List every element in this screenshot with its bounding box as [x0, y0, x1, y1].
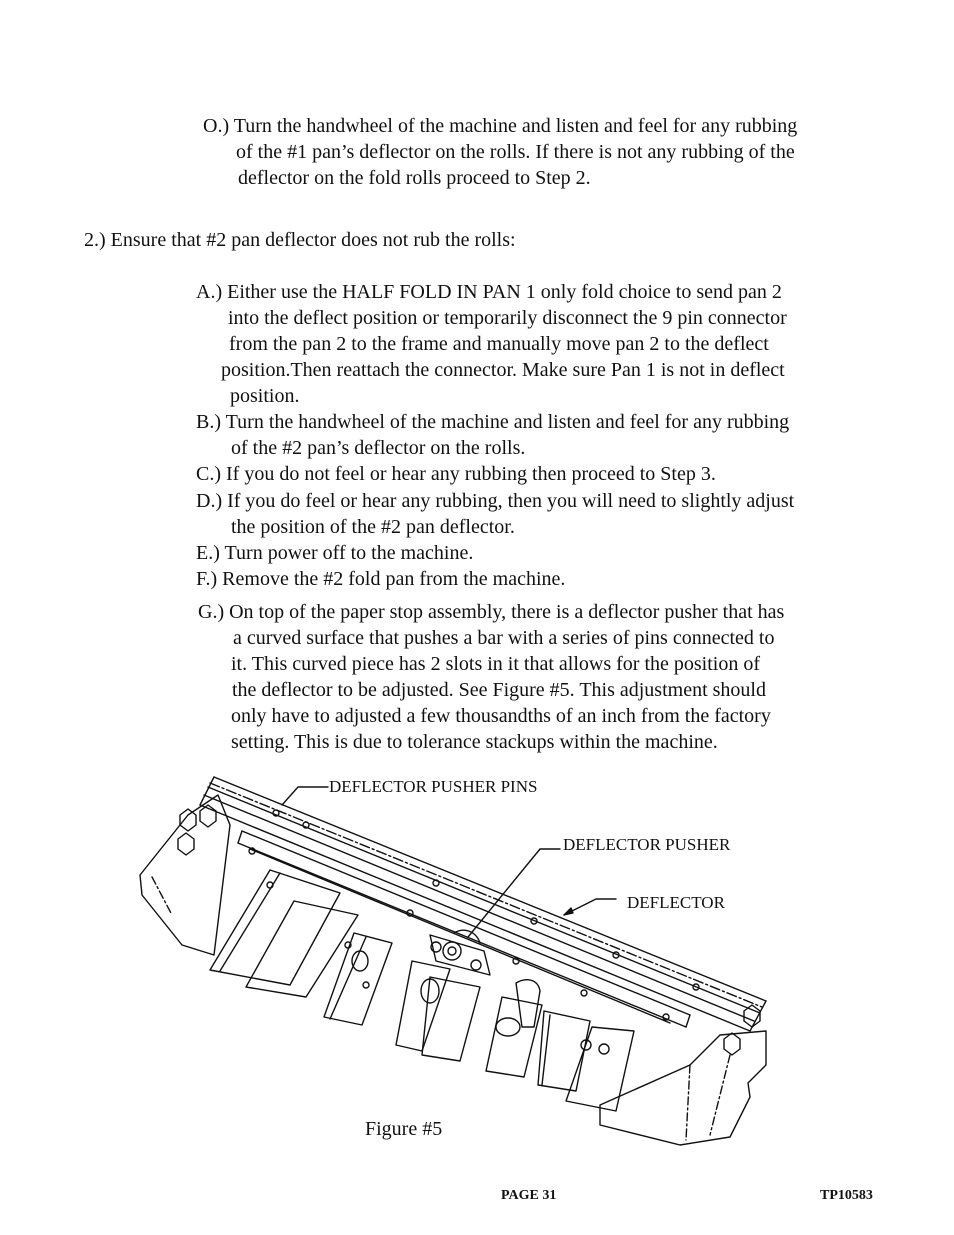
step-b-line-1: B.) Turn the handwheel of the machine and listen and feel for any rubbing [196, 411, 790, 433]
step-a-line-3: from the pan 2 to the frame and manually move pan 2 to the deflect [229, 333, 769, 355]
step-c-line-1: C.) If you do not feel or hear any rubbing then proceed to Step 3. [196, 463, 716, 485]
step-g-line-3: it. This curved piece has 2 slots in it that allows for the position of [231, 653, 760, 675]
step-g-line-2: a curved surface that pushes a bar with a series of pins connected to [233, 627, 775, 649]
step-e-line-1: E.) Turn power off to the machine. [196, 542, 474, 564]
callout-leaders [282, 787, 616, 937]
step-o-line-2: of the #1 pan’s deflector on the rolls. If there is not any rubbing of the [236, 141, 795, 163]
fold-pan-blades [210, 870, 634, 1111]
step-d-line-1: D.) If you do feel or hear any rubbing, then you will need to slightly adjust [196, 490, 795, 512]
step-o-line-3: deflector on the fold rolls proceed to Step 2. [238, 167, 591, 189]
step-a-line-4: position.Then reattach the connector. Make sure Pan 1 is not in deflect [221, 359, 785, 381]
step-a-line-1: A.) Either use the HALF FOLD IN PAN 1 only fold choice to send pan 2 [196, 281, 782, 303]
right-side-plate [600, 1031, 766, 1145]
step-g-line-4: the deflector to be adjusted. See Figure #5. This adjustment should [232, 679, 766, 701]
step-a-line-5: position. [230, 385, 300, 407]
callout-deflector-pusher-pins: DEFLECTOR PUSHER PINS [329, 777, 538, 796]
step-o-line-1: O.) Turn the handwheel of the machine and listen and feel for any rubbing [203, 115, 798, 137]
deflector-pusher [430, 930, 490, 975]
callout-deflector-pusher: DEFLECTOR PUSHER [563, 835, 731, 854]
step-g-line-6: setting. This is due to tolerance stackups within the machine. [231, 731, 718, 753]
step-g-line-1: G.) On top of the paper stop assembly, there is a deflector pusher that has [198, 601, 785, 623]
step-g-line-5: only have to adjusted a few thousandths of an inch from the factory [231, 705, 771, 727]
step-a-line-2: into the deflect position or temporarily disconnect the 9 pin connector [228, 307, 787, 329]
document-id: TP10583 [820, 1188, 873, 1203]
deflector-assembly-figure [130, 765, 790, 1155]
callout-deflector: DEFLECTOR [627, 893, 725, 912]
page-number: PAGE 31 [501, 1188, 557, 1203]
step-2-heading: 2.) Ensure that #2 pan deflector does not rub the rolls: [84, 229, 516, 251]
step-d-line-2: the position of the #2 pan deflector. [231, 516, 515, 538]
step-b-line-2: of the #2 pan’s deflector on the rolls. [231, 437, 526, 459]
step-f-line-1: F.) Remove the #2 fold pan from the machine. [196, 568, 566, 590]
figure-caption: Figure #5 [365, 1118, 443, 1140]
